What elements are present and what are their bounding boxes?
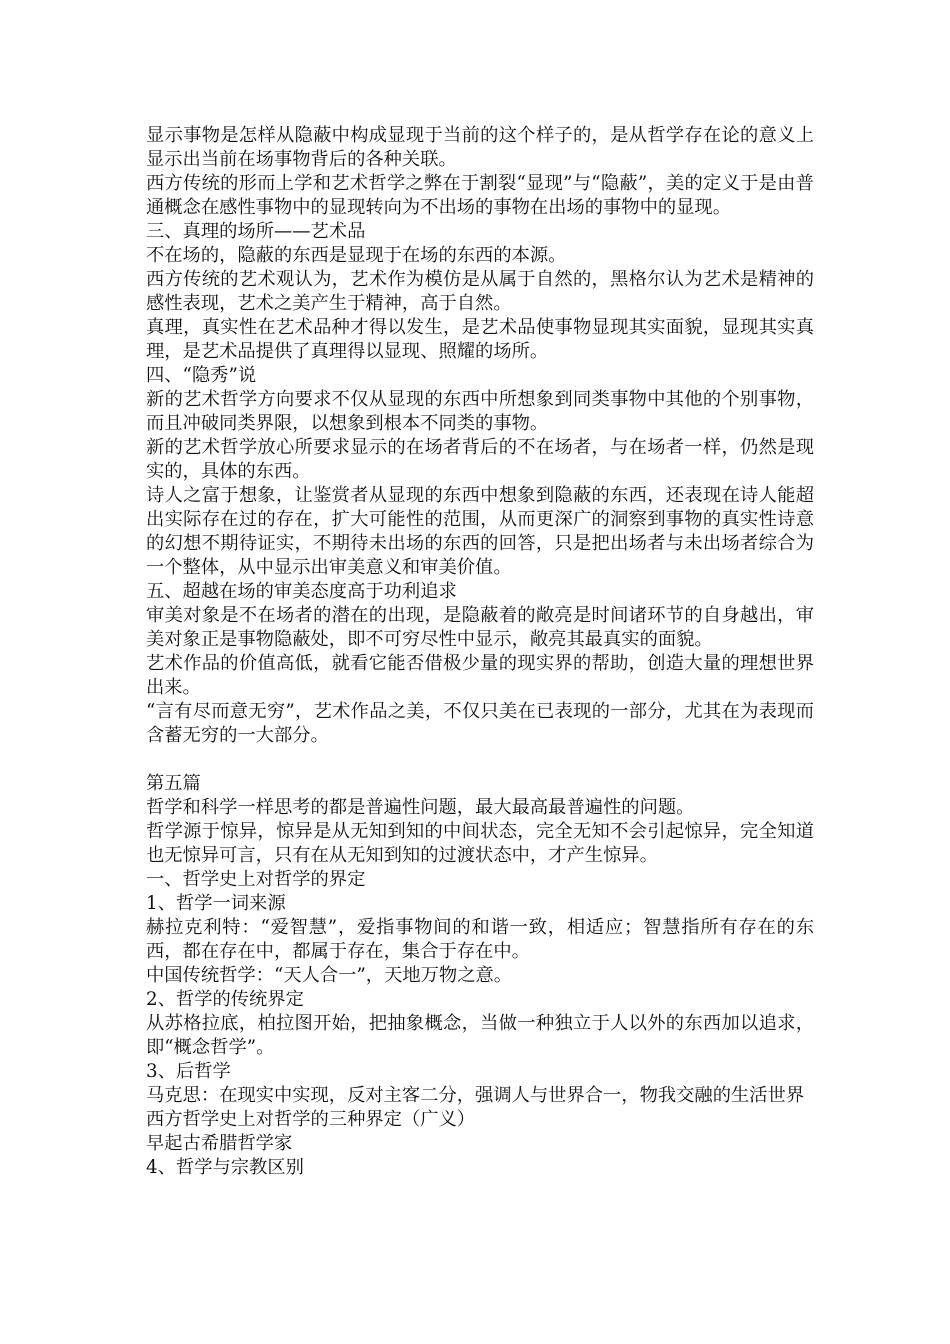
paragraph: 中国传统哲学：“天人合一”，天地万物之意。 bbox=[146, 965, 513, 986]
paragraph: 赫拉克利特：“爱智慧”，爱指事物间的和谐一致，相适应；智慧指所有存在的东西，都在存在中，都属于存在，集合于存在中。 bbox=[146, 917, 814, 962]
section-heading: 一、哲学史上对哲学的界定 bbox=[146, 869, 366, 890]
paragraph: 从苏格拉底，柏拉图开始，把抽象概念，当做一种独立于人以外的东西加以追求，即“概念哲学”。 bbox=[146, 1013, 814, 1058]
paragraph: 早起古希腊哲学家 bbox=[146, 1133, 293, 1154]
subsection-heading: 2、哲学的传统界定 bbox=[146, 989, 304, 1010]
subsection-heading: 4、哲学与宗教区别 bbox=[146, 1157, 304, 1178]
paragraph: 真理，真实性在艺术品种才得以发生，是艺术品使事物显现其实面貌，显现其实真理，是艺术品提供了真理得以显现、照耀的场所。 bbox=[146, 317, 814, 362]
subsection-heading: 3、后哲学 bbox=[146, 1061, 231, 1082]
section-heading: 四、“隐秀”说 bbox=[146, 365, 257, 386]
paragraph: 诗人之富于想象，让鉴赏者从显现的东西中想象到隐蔽的东西，还表现在诗人能超出实际存在过的存在，扩大可能性的范围，从而更深广的洞察到事物的真实性诗意的幻想不期待证实，不期待未出场的东西的回答，只是把出场者与未出场者综合为一个整体，从中显示出审美意义和审美价值。 bbox=[146, 485, 814, 578]
paragraph: 艺术作品的价值高低，就看它能否借极少量的现实界的帮助，创造大量的理想世界出来。 bbox=[146, 653, 814, 698]
paragraph: “言有尽而意无穷”，艺术作品之美，不仅只美在已表现的一部分，尤其在为表现而含蓄无穷的一大部分。 bbox=[146, 701, 814, 746]
paragraph: 新的艺术哲学放心所要求显示的在场者背后的不在场者，与在场者一样，仍然是现实的，具体的东西。 bbox=[146, 437, 814, 482]
paragraph: 不在场的，隐蔽的东西是显现于在场的东西的本源。 bbox=[146, 245, 567, 266]
document-page bbox=[146, 124, 814, 1180]
paragraph: 西方传统的艺术观认为，艺术作为模仿是从属于自然的，黑格尔认为艺术是精神的感性表现，艺术之美产生于精神，高于自然。 bbox=[146, 269, 814, 314]
paragraph: 西方哲学史上对哲学的三种界定（广义） bbox=[146, 1109, 476, 1130]
paragraph: 哲学和科学一样思考的都是普遍性问题，最大最高最普遍性的问题。 bbox=[146, 797, 695, 818]
paragraph: 审美对象是不在场者的潜在的出现，是隐蔽着的敞亮是时间诸环节的自身越出，审美对象正是事物隐蔽处，即不可穷尽性中显示，敞亮其最真实的面貌。 bbox=[146, 605, 814, 650]
paragraph: 马克思：在现实中实现，反对主客二分，强调人与世界合一，物我交融的生活世界 bbox=[146, 1085, 805, 1106]
subsection-heading: 1、哲学一词来源 bbox=[146, 893, 286, 914]
paragraph: 新的艺术哲学方向要求不仅从显现的东西中所想象到同类事物中其他的个别事物，而且冲破同类界限，以想象到根本不同类的事物。 bbox=[146, 389, 814, 434]
paragraph: 显示事物是怎样从隐蔽中构成显现于当前的这个样子的，是从哲学存在论的意义上显示出当前在场事物背后的各种关联。 bbox=[146, 125, 814, 170]
chapter-heading: 第五篇 bbox=[146, 773, 201, 794]
section-heading: 三、真理的场所——艺术品 bbox=[146, 221, 366, 242]
paragraph: 哲学源于惊异，惊异是从无知到知的中间状态，完全无知不会引起惊异，完全知道也无惊异可言，只有在从无知到知的过渡状态中，才产生惊异。 bbox=[146, 821, 814, 866]
blank-line bbox=[146, 748, 814, 772]
paragraph: 西方传统的形而上学和艺术哲学之弊在于割裂“显现”与“隐蔽”，美的定义于是由普通概念在感性事物中的显现转向为不出场的事物在出场的事物中的显现。 bbox=[146, 173, 814, 218]
section-heading: 五、超越在场的审美态度高于功利追求 bbox=[146, 581, 457, 602]
